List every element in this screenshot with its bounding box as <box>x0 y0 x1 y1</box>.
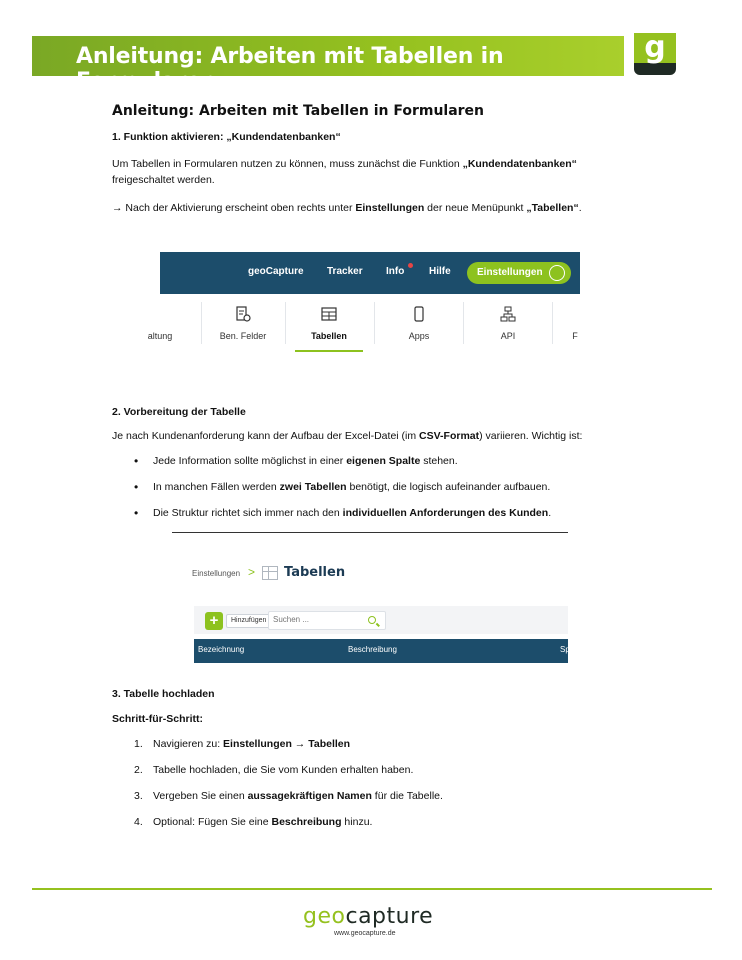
tab-tabellen[interactable]: Tabellen <box>287 294 371 352</box>
top-navigation-bar <box>160 252 580 294</box>
gear-icon <box>549 265 565 281</box>
tab-api[interactable]: API <box>466 294 550 352</box>
banner-title: Anleitung: Arbeiten mit Tabellen in Formularen <box>76 44 504 94</box>
section2-title: 2. Vorbereitung der Tabelle <box>112 406 246 418</box>
footer-divider <box>32 888 712 890</box>
list-item: • Die Struktur richtet sich immer nach den individuellen Anforderungen des Kunden. <box>134 507 551 533</box>
list-item: • Jede Information sollte möglichst in einer eigenen Spalte stehen. <box>134 455 551 481</box>
table-toolbar <box>194 606 568 634</box>
settings-menu-screenshot <box>147 252 580 352</box>
section2-intro: Je nach Kundenanforderung kann der Aufbau der Excel-Datei (im CSV-Format) variieren. Wichtig ist: <box>112 430 583 442</box>
phone-icon <box>411 306 427 322</box>
search-box <box>268 611 386 630</box>
notification-dot-icon <box>408 263 413 268</box>
column-header-bezeichnung[interactable]: Bezeichnung <box>198 645 245 654</box>
table-icon <box>321 306 337 322</box>
nav-hilfe[interactable]: Hilfe <box>429 266 451 277</box>
einstellungen-button[interactable]: Einstellungen <box>467 262 571 284</box>
list-item: 3. Vergeben Sie einen aussagekräftigen Namen für die Tabelle. <box>134 790 443 802</box>
logo-letter: g <box>644 30 666 65</box>
list-item: 2. Tabelle hochladen, die Sie vom Kunden erhalten haben. <box>134 764 414 776</box>
section1-paragraph2: → Nach der Aktivierung erscheint oben rechts unter Einstellungen der neue Menüpunkt „Tabellen“. <box>112 202 582 214</box>
nav-tracker[interactable]: Tracker <box>327 266 363 277</box>
section1-title: 1. Funktion aktivieren: „Kundendatenbanken“ <box>112 131 341 143</box>
tab-ben-felder[interactable]: Ben. Felder <box>201 294 285 352</box>
footer-url: www.geocapture.de <box>334 930 396 937</box>
section3-title: 3. Tabelle hochladen <box>112 688 215 700</box>
column-header-beschreibung[interactable]: Beschreibung <box>348 645 397 654</box>
table-header <box>194 639 568 663</box>
footer-logo: geocapture <box>303 904 434 929</box>
nav-info[interactable]: Info <box>386 266 405 277</box>
search-icon[interactable] <box>368 616 376 624</box>
divider <box>172 532 568 533</box>
table-icon <box>262 566 278 580</box>
tab-apps[interactable]: Apps <box>377 294 461 352</box>
nav-geocapture[interactable]: geoCapture <box>248 266 304 277</box>
tab-f[interactable]: F <box>572 331 578 341</box>
requirements-list <box>134 455 551 533</box>
header-banner <box>32 36 624 94</box>
search-input[interactable] <box>273 615 343 624</box>
geocapture-logo-icon <box>634 30 676 75</box>
list-item: • In manchen Fällen werden zwei Tabellen benötigt, die logisch aufeinander aufbauen. <box>134 481 551 507</box>
upload-steps-list <box>134 738 443 842</box>
page-title: Tabellen <box>284 565 346 580</box>
document-heading: Anleitung: Arbeiten mit Tabellen in Formularen <box>112 103 485 119</box>
fields-icon <box>235 306 251 322</box>
section1-paragraph1: Um Tabellen in Formularen nutzen zu können, muss zunächst die Funktion „Kundendatenbanken“ freigeschaltet werden. <box>112 158 577 186</box>
breadcrumb-einstellungen[interactable]: Einstellungen <box>192 569 241 578</box>
settings-tabs <box>147 294 580 352</box>
list-item: 1. Navigieren zu: Einstellungen → Tabellen <box>134 738 351 750</box>
list-item: 4. Optional: Fügen Sie eine Beschreibung hinzu. <box>134 816 373 828</box>
add-tooltip: Hinzufügen <box>226 614 271 628</box>
column-header-sp[interactable]: Sp <box>560 645 570 654</box>
tables-page-screenshot <box>172 532 568 666</box>
network-icon <box>500 306 516 322</box>
add-button[interactable]: + <box>205 612 223 630</box>
section3-subtitle: Schritt-für-Schritt: <box>112 713 203 725</box>
tab-verwaltung[interactable]: altung <box>147 331 173 341</box>
chevron-right-icon: > <box>248 565 256 579</box>
